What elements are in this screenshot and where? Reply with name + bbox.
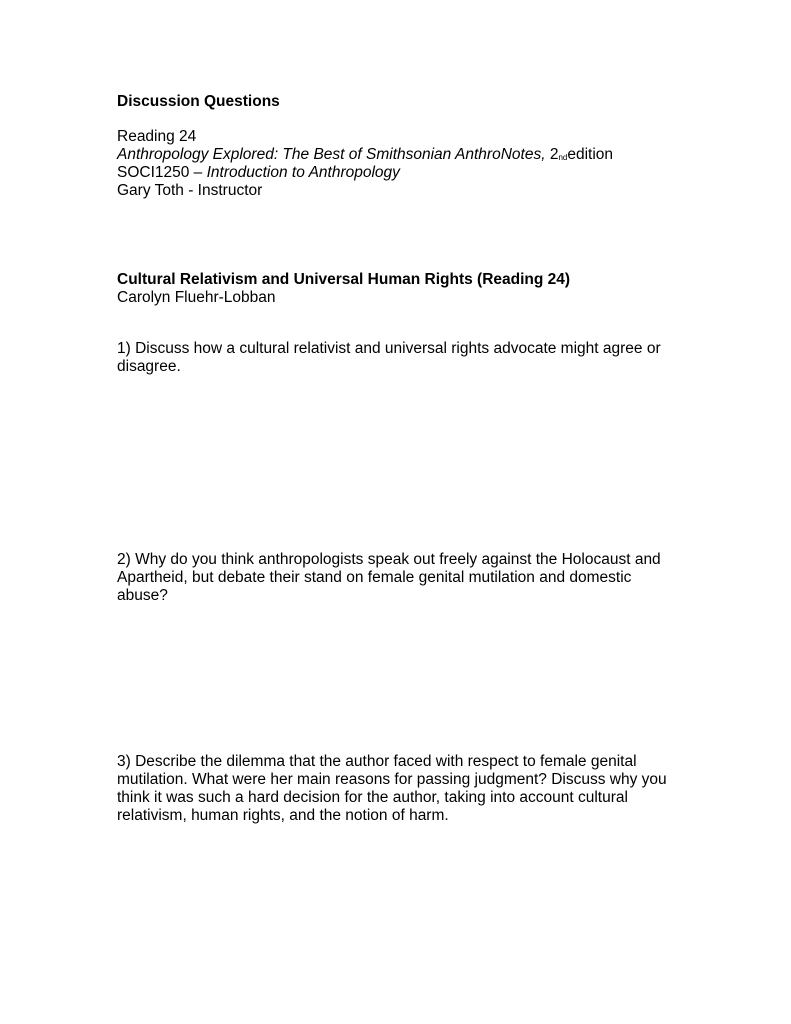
question-3-text: 3) Describe the dilemma that the author faced with respect to female genital mutilation. What were her main reasons for passing judgment? Discuss why you think it was such a hard decision for the author, taking into account cultural relativism, human rights, and the notion of harm. bbox=[117, 753, 667, 824]
course-line bbox=[117, 164, 697, 182]
question-1-text: 1) Discuss how a cultural relativist and universal rights advocate might agree or disagree. bbox=[117, 340, 661, 375]
course-name: Introduction to Anthropology bbox=[206, 164, 400, 181]
article-title: Cultural Relativism and Universal Human Rights (Reading 24) bbox=[117, 271, 571, 288]
instructor: Gary Toth - Instructor bbox=[117, 182, 263, 199]
course-code: SOCI1250 – bbox=[117, 164, 207, 181]
question-2 bbox=[117, 551, 677, 605]
question-2-text: 2) Why do you think anthropologists speak out freely against the Holocaust and Apartheid, but debate their stand on female genital mutilation and domestic abuse? bbox=[117, 551, 661, 604]
page-title: Discussion Questions bbox=[117, 93, 280, 110]
edition-suffix: nd bbox=[558, 153, 568, 162]
article-author: Carolyn Fluehr-Lobban bbox=[117, 289, 276, 306]
edition-number: 2 bbox=[549, 146, 559, 163]
question-3 bbox=[117, 753, 677, 825]
book-title-line bbox=[117, 146, 697, 164]
question-1 bbox=[117, 340, 677, 376]
heading-block bbox=[117, 93, 697, 111]
edition-word: edition bbox=[567, 146, 614, 163]
course-info-block bbox=[117, 128, 697, 200]
article-block bbox=[117, 271, 697, 307]
reading-number: Reading 24 bbox=[117, 128, 197, 145]
book-title: Anthropology Explored: The Best of Smithsonian AnthroNotes, bbox=[117, 146, 546, 163]
